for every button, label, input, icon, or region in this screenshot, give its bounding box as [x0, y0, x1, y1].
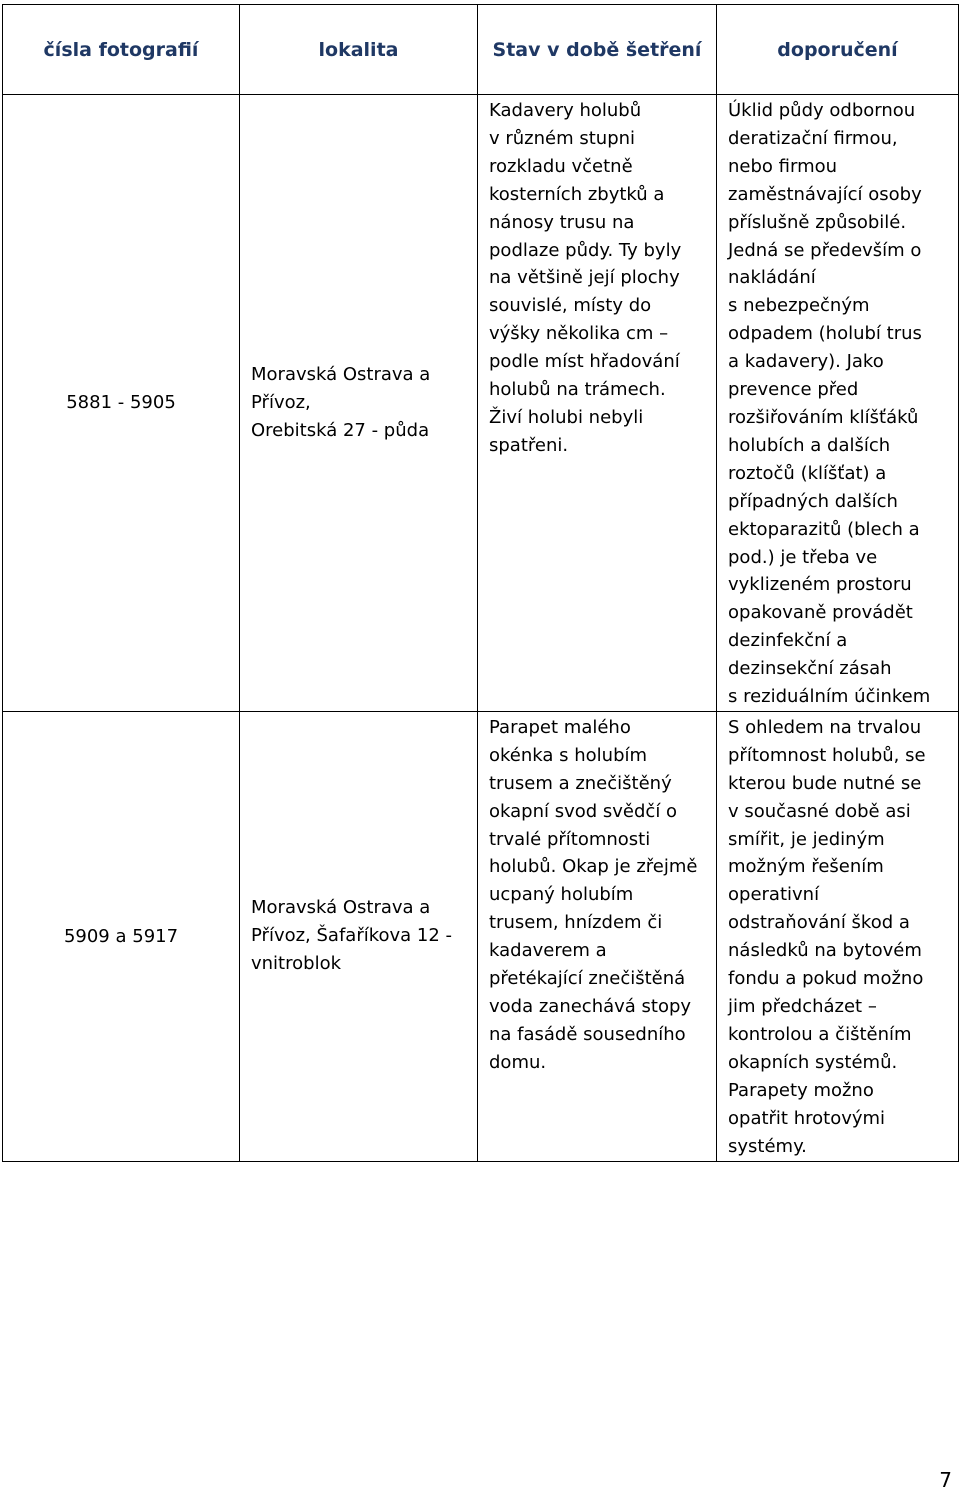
table-header-row — [3, 5, 959, 95]
header-photo-numbers: čísla fotografií — [3, 5, 240, 95]
table-row — [3, 95, 959, 712]
photo-numbers: 5909 a 5917 — [63, 925, 179, 947]
recommendation-cell — [717, 95, 959, 712]
state-text: Parapet malého okénka s holubím trusem a znečištěný okapní svod svědčí o trvalé přítomnosti holubů. Okap je zřejmě ucpaný holubím trusem, hnízdem či kadaverem a přetékající znečištěná voda zanechává stopy na fasádě sousedního domu. — [489, 716, 698, 1073]
location-text: Moravská Ostrava a Přívoz, Šafaříkova 12 - vnitroblok — [251, 897, 453, 975]
recommendation-cell — [717, 711, 959, 1161]
photo-numbers-cell — [3, 95, 240, 712]
header-state: Stav v době šetření — [478, 5, 717, 95]
recommendation-text: S ohledem na trvalou přítomnost holubů, se kterou bude nutné se v současné době asi smířit, je jediným možným řešením operativní odstraňování škod a následků na bytovém fondu a pokud možno jim předcházet – kontrolou a čištěním okapních systémů. Parapety možno opatřit hrotovými systémy. — [728, 716, 926, 1157]
photo-numbers-cell — [3, 711, 240, 1161]
inspection-table — [2, 4, 959, 1162]
location-text: Moravská Ostrava a Přívoz, Orebitská 27 - půda — [251, 363, 431, 441]
state-cell — [478, 95, 717, 712]
header-location: lokalita — [240, 5, 478, 95]
photo-numbers: 5881 - 5905 — [66, 392, 176, 414]
header-recommendation: doporučení — [717, 5, 959, 95]
state-text: Kadavery holubů v různém stupni rozkladu včetně kosterních zbytků a nánosy trusu na podlaze půdy. Ty byly na většině její plochy souvislé, místy do výšky několika cm – podle míst hřadování holubů na trámech. Živí holubi nebyli spatřeni. — [489, 100, 682, 456]
state-cell — [478, 711, 717, 1161]
table-row — [3, 711, 959, 1161]
location-cell — [240, 711, 478, 1161]
page-number: 7 — [939, 1468, 952, 1492]
recommendation-text: Úklid půdy odbornou deratizační firmou, nebo firmou zaměstnávající osoby příslušně způsobilé. Jedná se především o nakládání s nebezpečným odpadem (holubí trus a kadavery). Jako prevence před rozšiřováním klíšťáků holubích a dalších roztočů (klíšťat) a případných dalších ektoparazitů (blech a pod.) je třeba ve vyklizeném prostoru opakovaně provádět dezinfekční a dezinsekční zásah s reziduálním účinkem — [728, 100, 931, 708]
location-cell — [240, 95, 478, 712]
